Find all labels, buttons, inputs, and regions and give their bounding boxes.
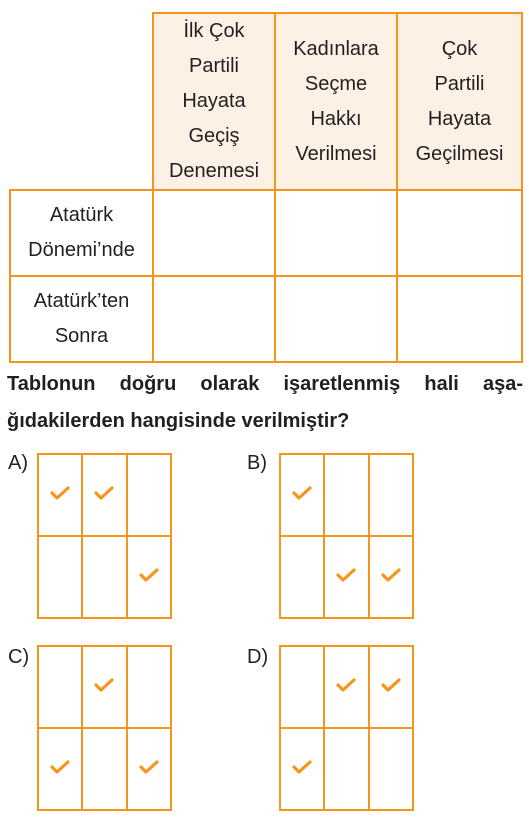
checkmark-icon: [336, 678, 356, 692]
option-grid-cell: [324, 454, 368, 536]
option-grid-cell: [82, 728, 126, 810]
question-text: Tablonun doğru olarak işaretlenmiş hali aşa- ğıdakilerden hangisinde verilmiştir?: [7, 373, 523, 432]
checkmark-icon: [336, 568, 356, 582]
option-c-grid[interactable]: [37, 645, 172, 811]
option-grid-cell: [280, 728, 324, 810]
option-grid-cell: [369, 536, 413, 618]
checkmark-icon: [50, 486, 70, 500]
checkmark-icon: [94, 486, 114, 500]
option-c-label[interactable]: C): [8, 646, 30, 668]
option-grid-cell: [38, 728, 82, 810]
option-grid-cell: [280, 536, 324, 618]
option-a-grid[interactable]: [37, 453, 172, 619]
option-grid-cell: [369, 646, 413, 728]
row-header-1: Atatürk Dönemi’nde: [10, 190, 153, 276]
option-d-label[interactable]: D): [247, 646, 269, 668]
option-grid-cell: [82, 454, 126, 536]
option-grid-cell: [324, 536, 368, 618]
checkmark-icon: [292, 486, 312, 500]
option-grid-cell: [127, 728, 171, 810]
checkmark-icon: [50, 760, 70, 774]
option-grid-cell: [280, 646, 324, 728]
option-grid-cell: [324, 728, 368, 810]
option-grid-cell: [38, 536, 82, 618]
option-grid-cell: [369, 454, 413, 536]
main-table: [9, 12, 523, 363]
option-d-grid[interactable]: [279, 645, 414, 811]
option-grid-cell: [38, 646, 82, 728]
empty-corner-cell: [10, 13, 153, 190]
option-grid-cell: [127, 454, 171, 536]
option-grid-cell: [280, 454, 324, 536]
option-grid-cell: [82, 536, 126, 618]
option-grid-cell: [324, 646, 368, 728]
option-grid-cell: [38, 454, 82, 536]
checkmark-icon: [381, 678, 401, 692]
checkmark-icon: [292, 760, 312, 774]
checkmark-icon: [381, 568, 401, 582]
option-grid-cell: [127, 646, 171, 728]
row-header-2: Atatürk’ten Sonra: [10, 276, 153, 362]
column-header-1: İlk Çok Partili Hayata Geçiş Denemesi: [153, 13, 275, 190]
checkmark-icon: [139, 760, 159, 774]
table-cell: [153, 190, 275, 276]
table-cell: [153, 276, 275, 362]
option-b-grid[interactable]: [279, 453, 414, 619]
checkmark-icon: [139, 568, 159, 582]
table-cell: [397, 190, 522, 276]
option-grid-cell: [82, 646, 126, 728]
table-cell: [275, 190, 397, 276]
column-header-3: Çok Partili Hayata Geçilmesi: [397, 13, 522, 190]
option-grid-cell: [127, 536, 171, 618]
column-header-2: Kadınlara Seçme Hakkı Verilmesi: [275, 13, 397, 190]
table-cell: [275, 276, 397, 362]
option-b-label[interactable]: B): [247, 452, 267, 474]
checkmark-icon: [94, 678, 114, 692]
table-cell: [397, 276, 522, 362]
option-grid-cell: [369, 728, 413, 810]
option-a-label[interactable]: A): [8, 452, 28, 474]
